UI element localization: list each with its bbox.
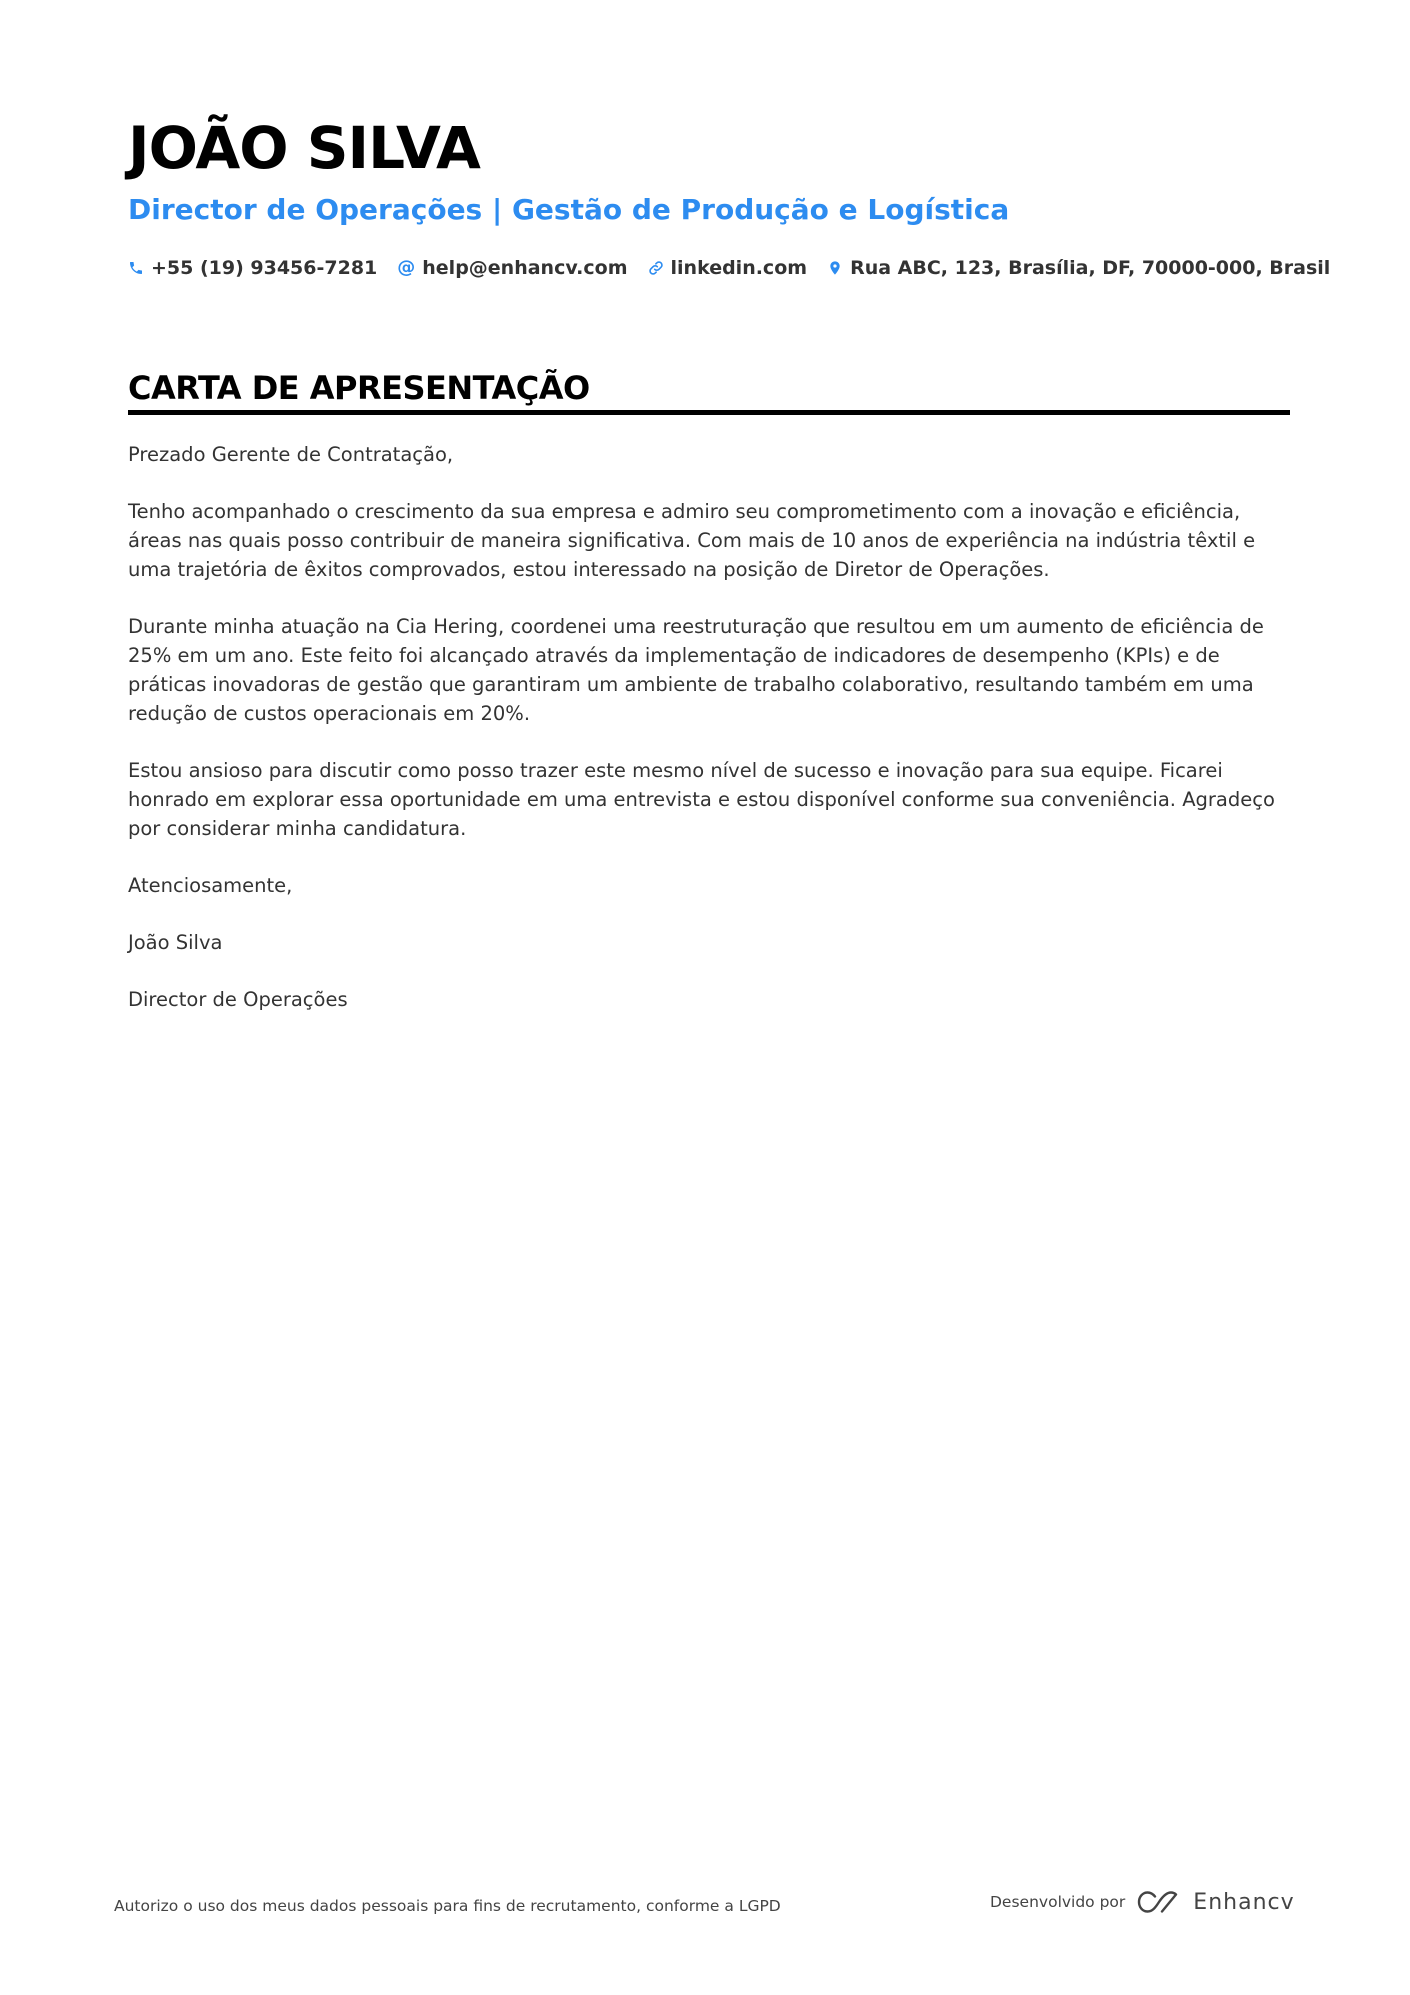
letter-paragraph: Estou ansioso para discutir como posso trazer este mesmo nível de sucesso e inovação para sua equipe. Ficarei honrado em explorar essa oportunidade em uma entrevista e estou disponível conforme sua conveniência. Agradeço por considerar minha candidatura. [128,759,1275,840]
signature-name: João Silva [128,931,223,954]
letter-greeting: Prezado Gerente de Contratação, [128,443,454,466]
contact-bar [128,253,1330,283]
contact-address [827,253,1330,283]
brand-name: Enhancv [1193,1889,1295,1915]
at-sign-icon: @ [397,257,416,278]
powered-by-text: Desenvolvido por [990,1893,1126,1911]
section-divider [128,410,1290,415]
address-text: Rua ABC, 123, Brasília, DF, 70000-000, Brasil [850,257,1331,279]
location-pin-icon [827,260,843,276]
applicant-headline: Director de Operações | Gestão de Produção e Logística [128,193,1010,226]
contact-email [397,253,627,283]
footer-brand [990,1888,1295,1916]
link-icon [648,260,664,276]
applicant-name: JOÃO SILVA [128,114,480,182]
contact-linkedin [648,253,808,283]
footer-consent: Autorizo o uso dos meus dados pessoais para fins de recrutamento, conforme a LGPD [114,1897,781,1915]
letter-body [128,440,1290,1042]
letter-paragraph: Durante minha atuação na Cia Hering, coordenei uma reestruturação que resultou em um aumento de eficiência de 25% em um ano. Este feito foi alcançado através da implementação de indicadores de desempenho (KPIs) e de práticas inovadoras de gestão que garantiram um ambiente de trabalho colaborativo, resultando também em uma redução de custos operacionais em 20%. [128,615,1264,725]
phone-icon [128,260,144,276]
phone-text: +55 (19) 93456-7281 [151,257,378,279]
letter-paragraph: Tenho acompanhado o crescimento da sua empresa e admiro seu comprometimento com a inovação e eficiência, áreas nas quais posso contribuir de maneira significativa. Com mais de 10 anos de experiência na indústria têxtil e uma trajetória de êxitos comprovados, estou interessado na posição de Diretor de Operações. [128,500,1256,581]
letter-closing: Atenciosamente, [128,874,293,897]
enhancv-logo-icon [1135,1888,1183,1916]
contact-phone [128,253,377,283]
signature-title: Director de Operações [128,988,348,1011]
section-title: CARTA DE APRESENTAÇÃO [128,369,590,407]
email-text: help@enhancv.com [422,257,628,279]
linkedin-text: linkedin.com [670,257,808,279]
